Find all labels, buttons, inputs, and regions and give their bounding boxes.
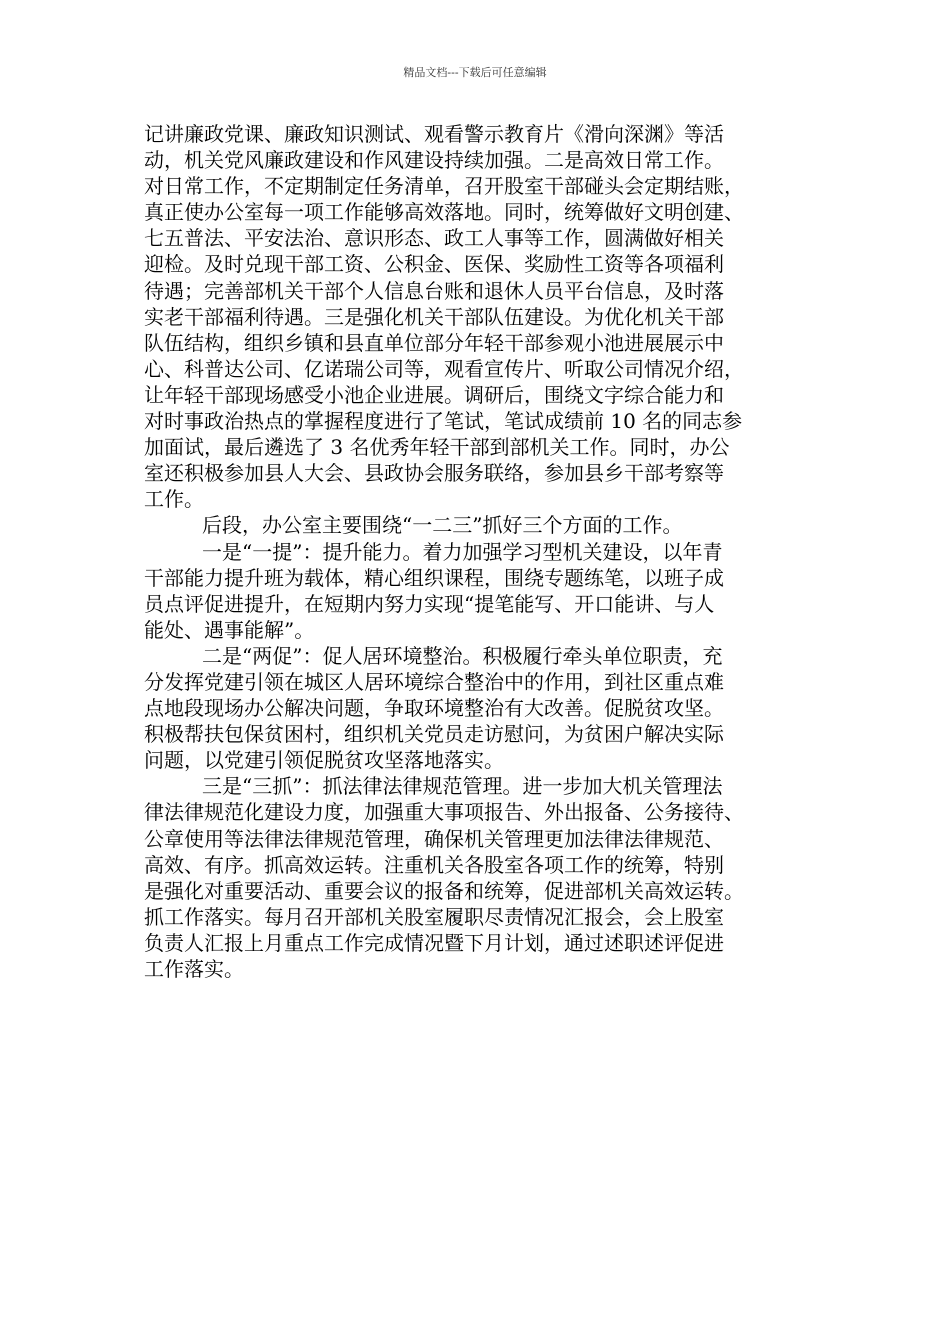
text-line: 员点评促进提升，在短期内努力实现“提笔能写、开口能讲、与人 — [144, 591, 715, 616]
text-line: 一是“一提”：提升能力。着力加强学习型机关建设，以年青 — [202, 539, 723, 564]
text-line: 队伍结构，组织乡镇和县直单位部分年轻干部参观小池进展展示中 — [144, 330, 724, 355]
text-line: 工作。 — [144, 487, 204, 512]
text-line: 能处、遇事能解”。 — [144, 617, 315, 642]
document-body — [144, 121, 820, 982]
text-line: 记讲廉政党课、廉政知识测试、观看警示教育片《滑向深渊》等活 — [144, 122, 724, 146]
text-line: 二是“两促”：促人居环境整治。积极履行牵头单位职责，充 — [202, 643, 723, 668]
text-line: 真正使办公室每一项工作能够高效落地。同时，统筹做好文明创建、 — [144, 200, 744, 225]
text-line: 待遇；完善部机关干部个人信息台账和退休人员平台信息，及时落 — [144, 278, 724, 303]
text-line: 后段，办公室主要围绕“一二三”抓好三个方面的工作。 — [202, 513, 683, 538]
text-line: 公章使用等法律法律规范管理，确保机关管理更加法律法律规范、 — [144, 826, 724, 851]
text-line: 七五普法、平安法治、意识形态、政工人事等工作，圆满做好相关 — [144, 226, 724, 251]
text-line: 律法律规范化建设力度，加强重大事项报告、外出报备、公务接待、 — [144, 800, 744, 825]
text-line: 三是“三抓”：抓法律法律规范管理。进一步加大机关管理法 — [202, 774, 723, 799]
text-line: 抓工作落实。每月召开部机关股室履职尽责情况汇报会，会上股室 — [144, 904, 724, 929]
text-line: 迎检。及时兑现干部工资、公积金、医保、奖励性工资等各项福利 — [144, 252, 724, 277]
text-line: 负责人汇报上月重点工作完成情况暨下月计划，通过述职述评促进 — [144, 930, 724, 955]
page-header: 精品文档---下载后可任意编辑 — [403, 66, 547, 79]
text-line: 加面试，最后遴选了 3 名优秀年轻干部到部机关工作。同时，办公 — [144, 435, 730, 460]
text-line: 分发挥党建引领在城区人居环境综合整治中的作用，到社区重点难 — [144, 669, 724, 694]
text-line: 高效、有序。抓高效运转。注重机关各股室各项工作的统筹，特别 — [144, 852, 724, 877]
text-line: 让年轻干部现场感受小池企业进展。调研后，围绕文字综合能力和 — [144, 382, 724, 407]
text-line: 是强化对重要活动、重要会议的报备和统筹，促进部机关高效运转。 — [144, 878, 744, 903]
text-line: 对时事政治热点的掌握程度进行了笔试，笔试成绩前 10 名的同志参 — [144, 409, 743, 434]
text-line: 干部能力提升班为载体，精心组织课程，围绕专题练笔，以班子成 — [144, 565, 724, 590]
text-line: 心、科普达公司、亿诺瑞公司等，观看宣传片、听取公司情况介绍， — [144, 356, 744, 381]
text-line: 工作落实。 — [144, 957, 244, 981]
text-line: 积极帮扶包保贫困村，组织机关党员走访慰问，为贫困户解决实际 — [144, 722, 724, 747]
text-line: 室还积极参加县人大会、县政协会服务联络，参加县乡干部考察等 — [144, 461, 724, 486]
text-line: 动，机关党风廉政建设和作风建设持续加强。二是高效日常工作。 — [144, 148, 724, 173]
text-line: 点地段现场办公解决问题，争取环境整治有大改善。促脱贫攻坚。 — [144, 696, 724, 721]
text-line: 实老干部福利待遇。三是强化机关干部队伍建设。为优化机关干部 — [144, 304, 724, 329]
text-line: 问题，以党建引领促脱贫攻坚落地落实。 — [144, 748, 504, 773]
text-line: 对日常工作，不定期制定任务清单，召开股室干部碰头会定期结账， — [144, 174, 744, 199]
